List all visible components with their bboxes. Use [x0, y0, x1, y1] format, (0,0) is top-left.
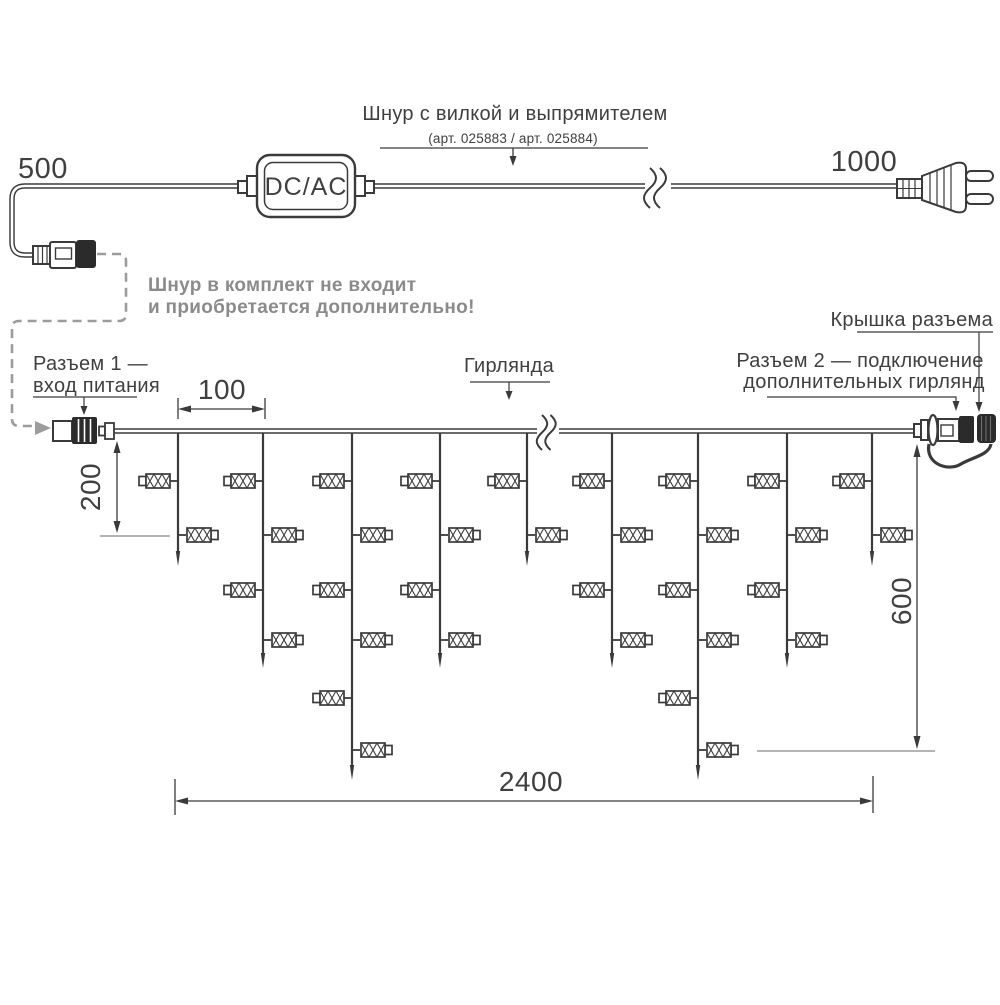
garland [33, 309, 996, 815]
lamp-icon [659, 474, 698, 488]
dc-ac-converter [238, 155, 374, 217]
connector-2-icon [914, 414, 996, 467]
garland-drop [313, 433, 392, 780]
lamp-icon [488, 474, 527, 488]
note-line2: и приобретается дополнительно! [148, 297, 475, 318]
dim-drop-spacing [178, 374, 265, 419]
connector-2-label-line1: Разъем 2 — подключение [736, 350, 984, 372]
lamp-icon [787, 633, 827, 647]
lamp-icon [263, 528, 303, 542]
cord-subtitle: (арт. 025883 / арт. 025884) [428, 131, 598, 146]
dashed-connection-path [12, 254, 126, 435]
garland-drop [401, 433, 480, 668]
connector-1-label [33, 353, 160, 415]
dim-100-text: 100 [197, 374, 247, 405]
note-line1: Шнур в комплект не входит [148, 275, 417, 296]
connector-1-label-line2: вход питания [33, 375, 161, 397]
power-plug-icon [897, 163, 993, 213]
garland-drop [139, 433, 218, 566]
lamp-icon [748, 474, 787, 488]
lamp-icon [833, 474, 872, 488]
lamp-icon [573, 474, 612, 488]
garland-label-text: Гирлянда [463, 355, 555, 377]
lamp-icon [698, 743, 738, 757]
cord-title-leader [380, 148, 648, 166]
lamp-icon [659, 691, 698, 705]
garland-drop [748, 433, 827, 668]
lamp-icon [440, 528, 480, 542]
lamp-icon [659, 583, 698, 597]
lamp-icon [178, 528, 218, 542]
lamp-icon [401, 583, 440, 597]
dim-long-drop [757, 444, 935, 751]
lamp-icon [612, 528, 652, 542]
cap-label-text: Крышка разъема [830, 309, 993, 331]
connector-1-label-line1: Разъем 1 — [33, 353, 148, 375]
cord-title: Шнур с вилкой и выпрямителем [362, 103, 668, 125]
lamp-icon [698, 528, 738, 542]
lamp-icon [612, 633, 652, 647]
wire-break-icon [537, 412, 559, 450]
connector-2-label [736, 350, 984, 411]
connector-1-icon [53, 417, 114, 444]
lamp-icon [748, 583, 787, 597]
cord-end-connector-icon [33, 240, 96, 268]
dim-total-length [175, 766, 873, 815]
lamp-icon [313, 583, 352, 597]
drops-layer [139, 433, 912, 780]
garland-drop [833, 433, 912, 566]
garland-drop [573, 433, 652, 668]
dashed-arrow-icon [35, 421, 51, 435]
lamp-icon [787, 528, 827, 542]
garland-drop [488, 433, 567, 566]
lamp-icon [352, 743, 392, 757]
lamp-icon [263, 633, 303, 647]
lamp-icon [139, 474, 178, 488]
lamp-icon [224, 583, 263, 597]
lamp-icon [698, 633, 738, 647]
garland-drop [659, 433, 738, 780]
lamp-icon [352, 633, 392, 647]
dim-600-text: 600 [886, 576, 917, 626]
cord-break-icon [644, 164, 671, 208]
lamp-icon [573, 583, 612, 597]
dim-cord-left: 500 [18, 153, 68, 185]
lamp-icon [872, 528, 912, 542]
lamp-icon [352, 528, 392, 542]
dim-200-text: 200 [75, 462, 106, 512]
cap-tether [929, 444, 991, 467]
connector-2-label-line2: дополнительных гирлянд [743, 371, 985, 393]
lamp-icon [440, 633, 480, 647]
connector-cap-icon [977, 414, 996, 443]
cord-500 [12, 186, 240, 255]
dim-2400-text: 2400 [498, 766, 564, 797]
lamp-icon [313, 691, 352, 705]
lamp-icon [224, 474, 263, 488]
lamp-icon [313, 474, 352, 488]
dim-cord-right: 1000 [830, 146, 898, 178]
lamp-icon [527, 528, 567, 542]
garland-label [464, 355, 555, 400]
dc-ac-label: DC/AC [264, 173, 348, 201]
garland-drop [224, 433, 303, 668]
lamp-icon [401, 474, 440, 488]
